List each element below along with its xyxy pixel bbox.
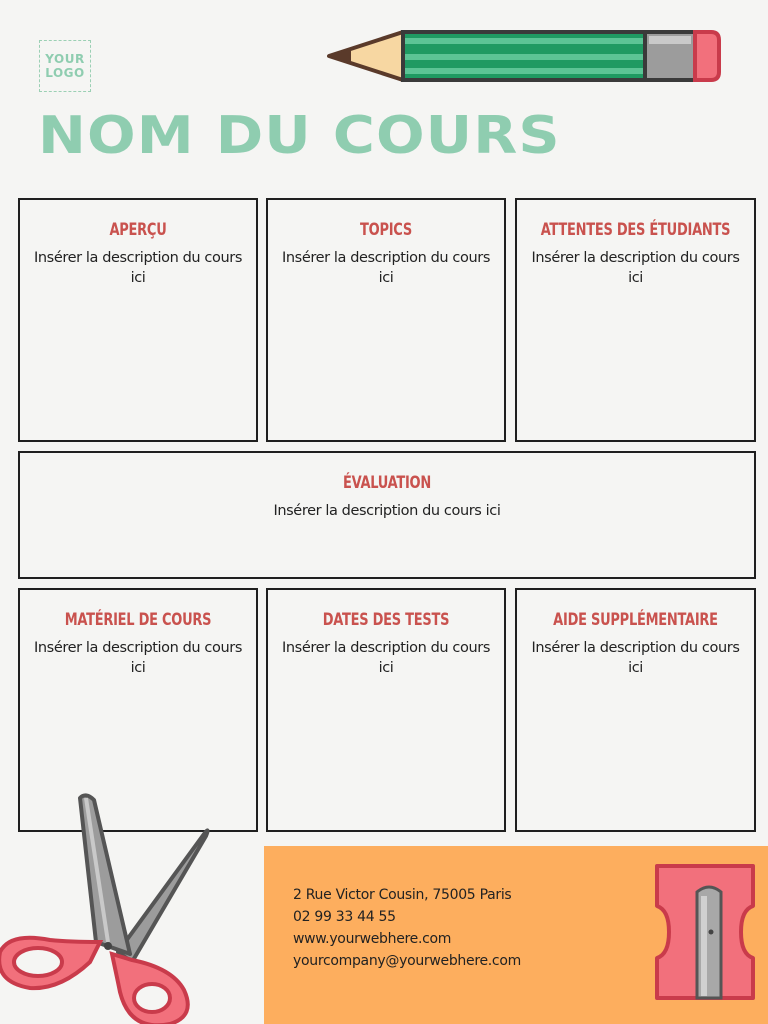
sharpener-icon	[653, 862, 757, 1002]
email-link[interactable]: yourcompany@yourwebhere.com	[293, 953, 521, 969]
section-attentes	[515, 198, 756, 442]
phone: 02 99 33 44 55	[293, 909, 396, 925]
section-text: Insérer la description du cours ici	[282, 640, 490, 676]
section-text: Insérer la description du cours ici	[34, 250, 242, 286]
section-apercu	[18, 198, 258, 442]
section-evaluation	[18, 451, 756, 579]
contact-info	[293, 884, 521, 972]
section-heading: DATES DES TESTS	[322, 610, 450, 630]
logo-line-2: LOGO	[45, 66, 85, 80]
section-heading: APERÇU	[109, 220, 167, 240]
section-text: Insérer la description du cours ici	[531, 250, 740, 286]
pencil-icon	[327, 28, 723, 86]
page-title: NOM DU COURS	[38, 106, 561, 166]
section-text: Insérer la description du cours ici	[273, 503, 501, 519]
section-heading: AIDE SUPPLÉMENTAIRE	[553, 610, 718, 630]
section-heading: ÉVALUATION	[343, 473, 431, 493]
section-text: Insérer la description du cours ici	[282, 250, 490, 286]
section-heading: TOPICS	[360, 220, 412, 240]
section-aide	[515, 588, 756, 832]
section-text: Insérer la description du cours ici	[34, 640, 242, 676]
section-topics	[266, 198, 506, 442]
section-dates	[266, 588, 506, 832]
section-text: Insérer la description du cours ici	[531, 640, 740, 676]
website-link[interactable]: www.yourwebhere.com	[293, 931, 452, 947]
scissors-icon	[0, 792, 215, 1024]
address: 2 Rue Victor Cousin, 75005 Paris	[293, 887, 512, 903]
section-heading: ATTENTES DES ÉTUDIANTS	[540, 220, 731, 240]
logo-placeholder	[39, 40, 91, 92]
contact-footer	[264, 846, 768, 1024]
section-heading: MATÉRIEL DE COURS	[64, 610, 212, 630]
logo-line-1: YOUR	[45, 52, 85, 66]
